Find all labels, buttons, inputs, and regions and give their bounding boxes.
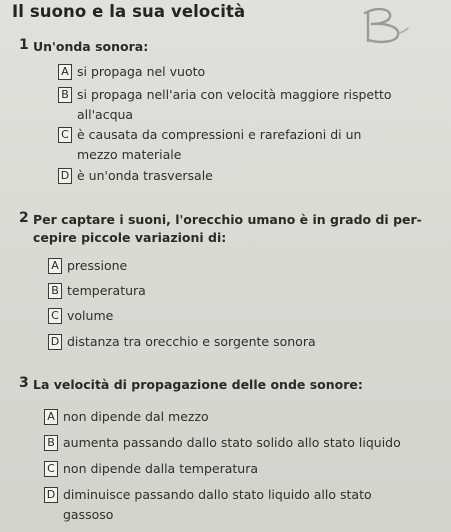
option-letter-box: B <box>44 435 58 451</box>
q3-option-c[interactable] <box>44 459 439 479</box>
q1-option-d[interactable] <box>58 166 428 186</box>
question-number: 2 <box>19 210 29 226</box>
option-letter-box: C <box>48 308 62 324</box>
option-letter-box: A <box>48 258 62 274</box>
option-text: pressione <box>67 258 128 273</box>
option-text: non dipende dalla temperatura <box>63 461 259 476</box>
option-letter-box: A <box>44 409 58 425</box>
option-letter-box: C <box>44 461 58 477</box>
page-title: Il suono e la sua velocità <box>12 2 246 21</box>
question-2 <box>19 210 428 247</box>
option-text: distanza tra orecchio e sorgente sonora <box>67 334 316 349</box>
q1-option-c[interactable] <box>58 125 368 165</box>
q2-option-b[interactable] <box>48 281 428 301</box>
option-letter-box: D <box>48 334 62 350</box>
q1-option-a[interactable] <box>58 62 428 82</box>
q2-option-d[interactable] <box>48 332 428 352</box>
question-text: Per captare i suoni, l'orecchio umano è in grado di per-cepire piccole variazioni di: <box>33 212 422 245</box>
option-letter-box: B <box>48 283 62 299</box>
question-text: Un'onda sonora: <box>33 39 149 54</box>
question-1 <box>19 37 149 56</box>
q3-option-d[interactable] <box>44 485 414 525</box>
option-text: si propaga nel vuoto <box>77 64 206 79</box>
option-letter-box: A <box>58 64 72 80</box>
q3-option-b[interactable] <box>44 433 439 453</box>
question-text: La velocità di propagazione delle onde sonore: <box>33 377 363 392</box>
question-number: 3 <box>19 375 29 391</box>
option-text: non dipende dal mezzo <box>63 409 209 424</box>
option-letter-box: C <box>58 127 72 143</box>
question-3 <box>19 375 428 394</box>
option-text: diminuisce passando dallo stato liquido allo stato gassoso <box>63 487 372 522</box>
option-text: è un'onda trasversale <box>77 168 213 183</box>
q3-option-a[interactable] <box>44 407 439 427</box>
q2-option-a[interactable] <box>48 256 428 276</box>
option-text: volume <box>67 308 114 323</box>
option-text: aumenta passando dallo stato solido allo stato liquido <box>63 435 401 450</box>
question-number: 1 <box>19 37 29 53</box>
q2-option-c[interactable] <box>48 306 428 326</box>
option-letter-box: D <box>58 168 72 184</box>
handwritten-b-mark <box>362 5 412 45</box>
option-text: temperatura <box>67 283 146 298</box>
q1-option-b[interactable] <box>58 85 428 125</box>
option-letter-box: B <box>58 87 72 103</box>
option-text: è causata da compressioni e rarefazioni di un mezzo materiale <box>77 127 362 162</box>
option-letter-box: D <box>44 487 58 503</box>
option-text: si propaga nell'aria con velocità maggiore rispetto all'acqua <box>77 87 392 122</box>
